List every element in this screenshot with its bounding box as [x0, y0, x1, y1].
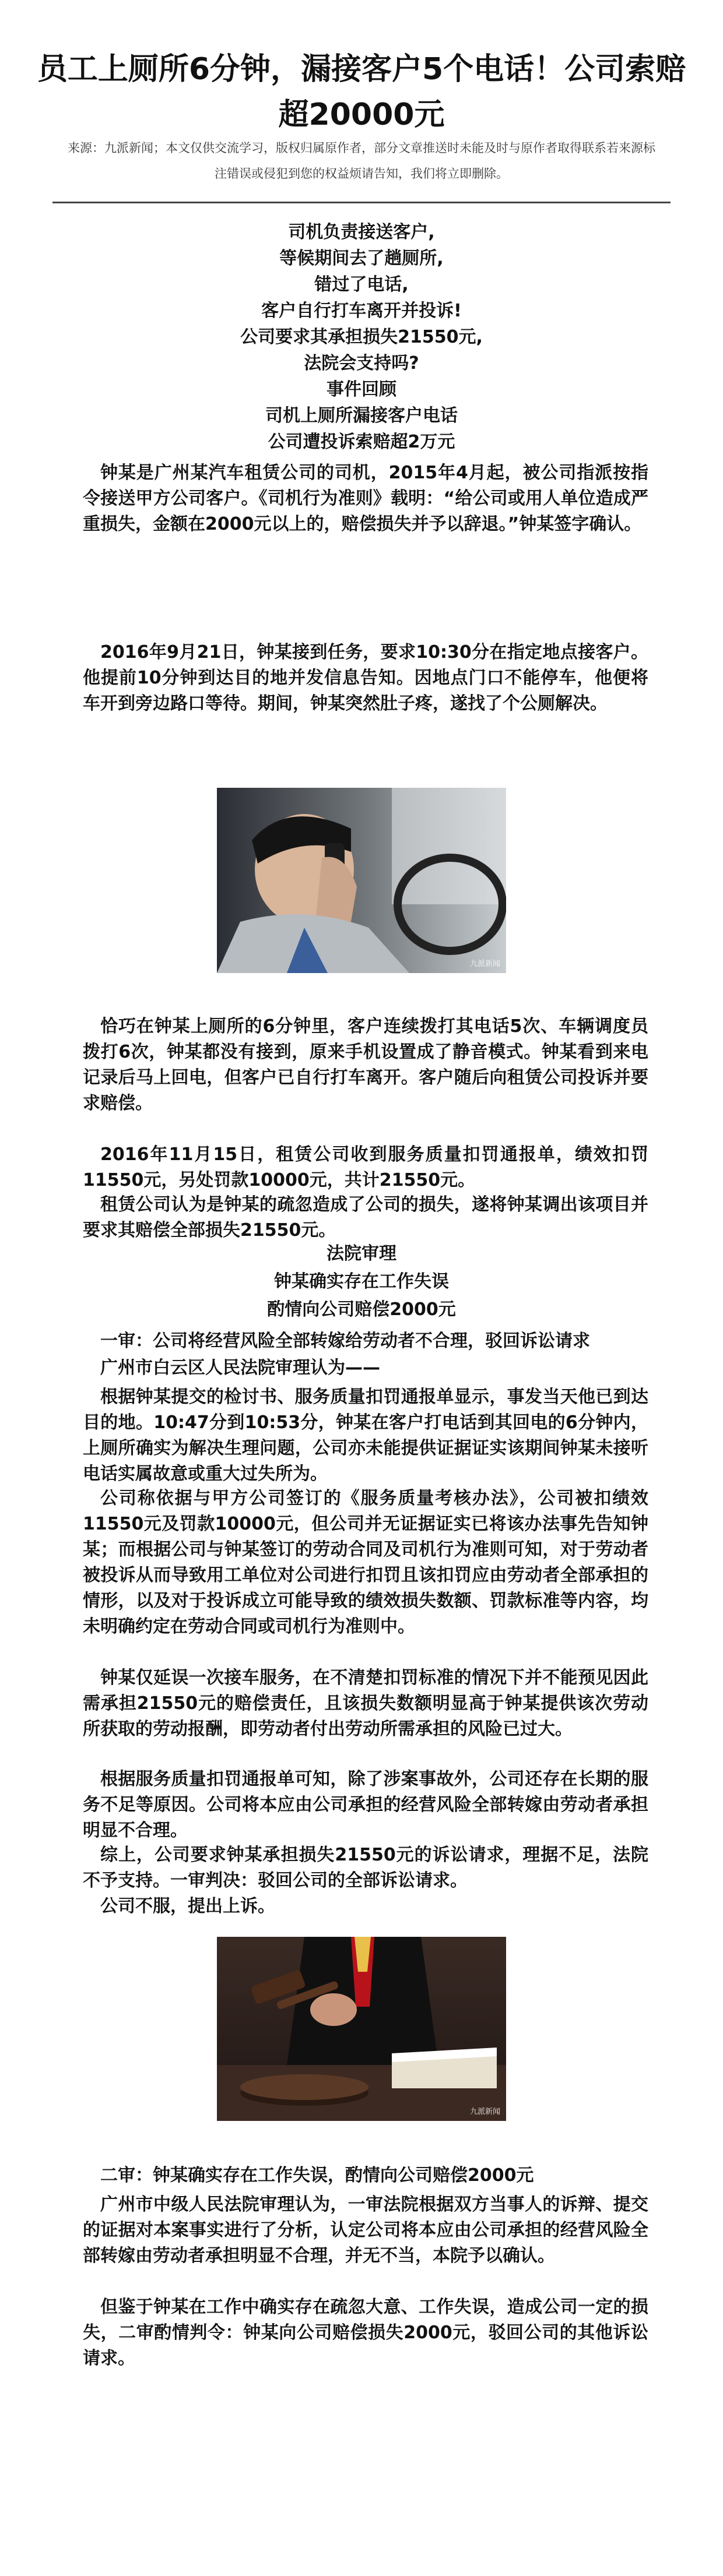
- summary-line: 公司要求其承担损失21550元,: [240, 327, 483, 347]
- paragraph: 公司称依据与甲方公司签订的《服务质量考核办法》，公司被扣绩效11550元及罚款10000元，但公司并无证据证实已将该办法事先告知钟某；而根据公司与钟某签订的劳动合同及司机行为准则可知，对于劳动者被投诉从而导致用工单位对公司进行扣罚且该扣罚应由劳动者全部承担的情形，以及对于投诉成立可能导致的绩效损失数额、罚款标准等内容，均未明确约定在劳动合同或司机行为准则中。: [83, 1488, 648, 1637]
- summary-line: 客户自行打车离开并投诉!: [261, 301, 462, 321]
- paragraph: 2016年9月21日，钟某接到任务，要求10:30分在指定地点接客户。他提前10分钟到达目的地并发信息告知。因地点门口不能停车，他便将车开到旁边路口等待。期间，钟某突然肚子疼，遂找了个公厕解决。: [83, 642, 648, 714]
- paragraph: 综上，公司要求钟某承担损失21550元的诉讼请求，理据不足，法院不予支持。一审判决：驳回公司的全部诉讼请求。: [83, 1845, 648, 1891]
- paragraph: 钟某是广州某汽车租赁公司的司机，2015年4月起，被公司指派按指令接送甲方公司客户。《司机行为准则》载明：“给公司或用人单位造成严重损失，金额在2000元以上的，赔偿损失并予以辞退。”钟某签字确认。: [83, 463, 648, 534]
- summary-line: 司机上厕所漏接客户电话: [265, 406, 458, 426]
- watermark: 九派新闻: [469, 2108, 500, 2116]
- summary-line: 事件回顾: [327, 379, 396, 400]
- paragraph: 根据钟某提交的检讨书、服务质量扣罚通报单显示，事发当天他已到达目的地。10:47分到10:53分，钟某在客户打电话到其回电的6分钟内，上厕所确实为解决生理问题，公司亦未能提供证据证实该期间钟某未接听电话实属故意或重大过失所为。: [83, 1387, 648, 1484]
- article-title: 员工上厕所6分钟，漏接客户5个电话！公司索赔超20000元: [37, 52, 686, 132]
- paragraph: 二审：钟某确实存在工作失误，酌情向公司赔偿2000元: [100, 2165, 534, 2186]
- paragraph: 但鉴于钟某在工作中确实存在疏忽大意、工作失误，造成公司一定的损失，二审酌情判令：钟某向公司赔偿损失2000元，驳回公司的其他诉讼请求。: [83, 2297, 648, 2369]
- photo-phone-call: [217, 788, 506, 973]
- judge-gavel-image: [217, 1937, 506, 2121]
- section-heading: 钟某确实存在工作失误: [274, 1271, 449, 1292]
- paragraph: 公司不服，提出上诉。: [100, 1896, 275, 1916]
- paragraph: 根据服务质量扣罚通报单可知，除了涉案事故外，公司还存在长期的服务不足等原因。公司将本应由公司承担的经营风险全部转嫁由劳动者承担明显不合理。: [83, 1769, 648, 1841]
- paragraph: 广州市白云区人民法院审理认为——: [100, 1358, 380, 1378]
- photo-gavel: [217, 1937, 506, 2121]
- paragraph: 钟某仅延误一次接车服务，在不清楚扣罚标准的情况下并不能预见因此需承担21550元的赔偿责任，且该损失数额明显高于钟某提供该次劳动所获取的劳动报酬，即劳动者付出劳动所需承担的风险已过大。: [83, 1668, 648, 1739]
- watermark: 九派新闻: [469, 960, 500, 968]
- section-heading: 法院审理: [327, 1243, 396, 1264]
- summary-line: 错过了电话,: [314, 274, 409, 295]
- paragraph: 广州市中级人民法院审理认为，一审法院根据双方当事人的诉辩、提交的证据对本案事实进行了分析，认定公司将本应由公司承担的经营风险全部转嫁由劳动者承担明显不合理，并无不当，本院予以确认。: [83, 2194, 648, 2266]
- paragraph: 2016年11月15日，租赁公司收到服务质量扣罚通报单，绩效扣罚11550元，另处罚款10000元，共计21550元。: [83, 1144, 648, 1190]
- summary-block: [87, 219, 636, 455]
- paragraph: 恰巧在钟某上厕所的6分钟里，客户连续拨打其电话5次、车辆调度员拨打6次，钟某都没有接到，原来手机设置成了静音模式。钟某看到来电记录后马上回电，但客户已自行打车离开。客户随后向租赁公司投诉并要求赔偿。: [83, 1016, 648, 1113]
- man-on-phone-image: [217, 788, 506, 973]
- summary-line: 法院会支持吗?: [304, 353, 419, 373]
- paragraph: 一审：公司将经营风险全部转嫁给劳动者不合理，驳回诉讼请求: [100, 1331, 590, 1351]
- divider: [52, 202, 671, 203]
- section-heading: 酌情向公司赔偿2000元: [267, 1299, 456, 1320]
- paragraph: 租赁公司认为是钟某的疏忽造成了公司的损失，遂将钟某调出该项目并要求其赔偿全部损失21550元。: [83, 1194, 648, 1241]
- summary-line: 司机负责接送客户,: [288, 222, 435, 242]
- summary-line: 公司遭投诉索赔超2万元: [268, 432, 455, 452]
- source-notice: 来源：九派新闻；本文仅供交流学习，版权归属原作者，部分文章推送时未能及时与原作者取得联系若来源标注错误或侵犯到您的权益烦请告知，我们将立即删除。: [68, 141, 655, 181]
- summary-line: 等候期间去了趟厕所,: [279, 248, 444, 269]
